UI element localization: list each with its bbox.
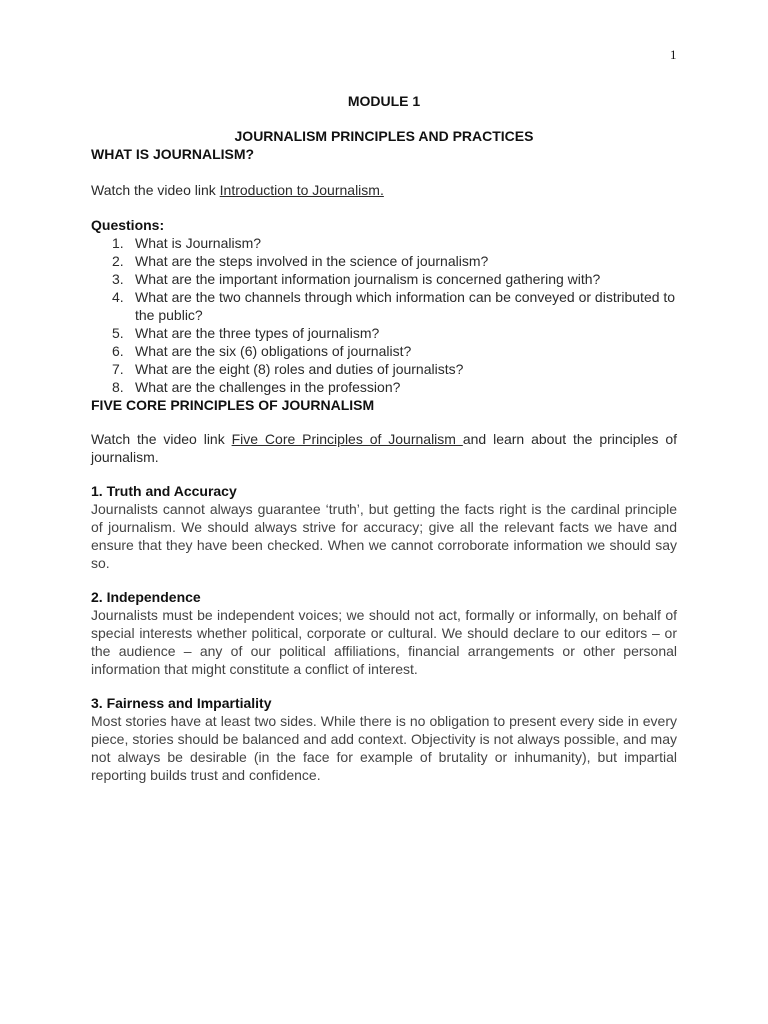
principle-body: Journalists cannot always guarantee ‘truth’, but getting the facts right is the cardinal principle of journalism. We should always strive for accuracy; give all the relevant facts we have and ensure that they have been checked. When we cannot corroborate information we should say so. <box>91 501 677 571</box>
module-title: MODULE 1 <box>347 93 421 109</box>
principle-fairness-and-impartiality <box>91 694 677 784</box>
list-item <box>91 378 677 396</box>
watch-suffix: and learn about the principles of journalism. <box>91 431 678 465</box>
introduction-to-journalism-link[interactable]: Introduction to Journalism. <box>219 182 384 198</box>
principle-body: Most stories have at least two sides. While there is no obligation to present every side in every piece, stories should be balanced and add context. Objectivity is not always possible, and may not always be desirable (in the face for example of brutality or inhumanity), but impartial reporting builds trust and confidence. <box>91 713 677 783</box>
principle-title: 1. Truth and Accuracy <box>91 483 237 499</box>
watch-video-instruction <box>91 181 677 199</box>
list-item-number: 6. <box>112 343 124 359</box>
watch-prefix: Watch the video link <box>91 431 232 447</box>
list-item-number: 7. <box>112 361 124 377</box>
list-item <box>91 360 677 378</box>
list-item-text: What are the challenges in the profession? <box>135 379 401 395</box>
principle-independence <box>91 588 677 678</box>
document-content <box>91 92 677 784</box>
list-item-text: What are the steps involved in the science of journalism? <box>135 253 489 269</box>
questions-list <box>91 234 677 396</box>
section-heading-core-principles: FIVE CORE PRINCIPLES OF JOURNALISM <box>91 397 375 413</box>
questions-label: Questions: <box>91 217 165 233</box>
list-item <box>91 270 677 288</box>
list-item <box>91 252 677 270</box>
principle-title: 3. Fairness and Impartiality <box>91 695 272 711</box>
list-item <box>91 234 677 252</box>
watch-prefix: Watch the video link <box>91 182 220 198</box>
list-item <box>91 324 677 342</box>
list-item-text: What are the three types of journalism? <box>135 325 380 341</box>
principle-title: 2. Independence <box>91 589 201 605</box>
watch-video-instruction <box>91 430 677 466</box>
list-item <box>91 342 677 360</box>
section-heading-what-is-journalism: WHAT IS JOURNALISM? <box>91 146 255 162</box>
page-title: JOURNALISM PRINCIPLES AND PRACTICES <box>234 128 534 144</box>
list-item-number: 2. <box>112 253 124 269</box>
list-item-number: 5. <box>112 325 124 341</box>
principle-body: Journalists must be independent voices; we should not act, formally or informally, on behalf of special interests whether political, corporate or cultural. We should declare to our editors – or the audience – any of our political affiliations, financial arrangements or other personal information that might constitute a conflict of interest. <box>91 607 677 677</box>
list-item-number: 4. <box>112 289 124 305</box>
page-number: 1 <box>670 47 677 62</box>
list-item-number: 1. <box>112 235 124 251</box>
five-core-principles-link[interactable]: Five Core Principles of Journalism <box>231 431 463 447</box>
list-item-text: What are the six (6) obligations of journalist? <box>135 343 412 359</box>
list-item-text: What are the important information journalism is concerned gathering with? <box>135 271 601 287</box>
list-item-text: What is Journalism? <box>135 235 262 251</box>
list-item-text: What are the eight (8) roles and duties of journalists? <box>135 361 464 377</box>
list-item-number: 8. <box>112 379 124 395</box>
list-item-number: 3. <box>112 271 124 287</box>
list-item-text: What are the two channels through which information can be conveyed or distributed to the public? <box>135 289 676 323</box>
principle-truth-and-accuracy <box>91 482 677 572</box>
list-item <box>91 288 677 324</box>
